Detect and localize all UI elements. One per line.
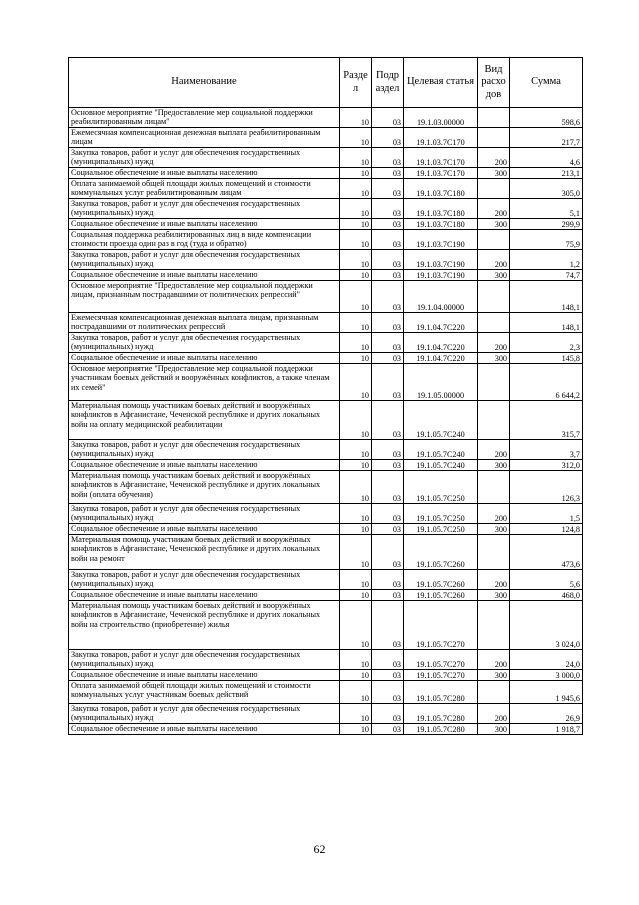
row-subsection-cell: 03 xyxy=(372,704,404,724)
table-row xyxy=(69,230,583,250)
row-amount-cell: 26,9 xyxy=(510,704,583,724)
row-name-cell: Закупка товаров, работ и услуг для обеспечения государственных (муниципальных) нужд xyxy=(69,333,340,353)
row-amount-cell: 3,7 xyxy=(510,440,583,460)
row-name-cell: Закупка товаров, работ и услуг для обеспечения государственных (муниципальных) нужд xyxy=(69,199,340,219)
row-section-cell: 10 xyxy=(340,230,372,250)
row-section-cell: 10 xyxy=(340,168,372,179)
row-article-cell: 19.1.03.7С170 xyxy=(404,148,478,168)
row-section-cell: 10 xyxy=(340,108,372,128)
row-amount-cell: 315,7 xyxy=(510,401,583,440)
row-section-cell: 10 xyxy=(340,199,372,219)
row-subsection-cell: 03 xyxy=(372,364,404,401)
row-subsection-cell: 03 xyxy=(372,353,404,364)
table-row xyxy=(69,704,583,724)
row-name-cell: Закупка товаров, работ и услуг для обеспечения государственных (муниципальных) нужд xyxy=(69,570,340,590)
row-name-cell: Закупка товаров, работ и услуг для обеспечения государственных (муниципальных) нужд xyxy=(69,250,340,270)
row-amount-cell: 4,6 xyxy=(510,148,583,168)
row-section-cell: 10 xyxy=(340,460,372,471)
row-name-cell: Закупка товаров, работ и услуг для обеспечения государственных (муниципальных) нужд xyxy=(69,704,340,724)
row-section-cell: 10 xyxy=(340,524,372,535)
row-section-cell: 10 xyxy=(340,704,372,724)
row-amount-cell: 5,6 xyxy=(510,570,583,590)
row-expense-type-cell: 200 xyxy=(478,199,510,219)
table-row xyxy=(69,333,583,353)
row-article-cell: 19.1.03.00000 xyxy=(404,108,478,128)
table-row xyxy=(69,524,583,535)
row-name-cell: Социальное обеспечение и иные выплаты населению xyxy=(69,219,340,230)
row-article-cell: 19.1.03.7С170 xyxy=(404,128,478,148)
row-amount-cell: 5,1 xyxy=(510,199,583,219)
table-row xyxy=(69,440,583,460)
row-name-cell: Материальная помощь участникам боевых действий и вооружённых конфликтов в Афганистане, Чеченской республике и других локальных войн на строительство (приобретение) жилья xyxy=(69,601,340,650)
row-section-cell: 10 xyxy=(340,504,372,524)
row-name-cell: Ежемесячная компенсационная денежная выплата лицам, признанным пострадавшими от политических репрессий xyxy=(69,313,340,333)
row-name-cell: Социальное обеспечение и иные выплаты населению xyxy=(69,460,340,471)
row-article-cell: 19.1.05.7С250 xyxy=(404,504,478,524)
row-article-cell: 19.1.05.7С270 xyxy=(404,670,478,681)
row-subsection-cell: 03 xyxy=(372,179,404,199)
row-amount-cell: 3 000,0 xyxy=(510,670,583,681)
row-subsection-cell: 03 xyxy=(372,601,404,650)
row-expense-type-cell xyxy=(478,281,510,313)
row-expense-type-cell: 300 xyxy=(478,724,510,735)
row-article-cell: 19.1.04.00000 xyxy=(404,281,478,313)
row-expense-type-cell xyxy=(478,364,510,401)
row-amount-cell: 148,1 xyxy=(510,281,583,313)
row-amount-cell: 312,0 xyxy=(510,460,583,471)
row-expense-type-cell: 200 xyxy=(478,504,510,524)
row-subsection-cell: 03 xyxy=(372,471,404,504)
row-subsection-cell: 03 xyxy=(372,670,404,681)
row-expense-type-cell: 200 xyxy=(478,440,510,460)
row-amount-cell: 1,2 xyxy=(510,250,583,270)
row-article-cell: 19.1.05.7С260 xyxy=(404,535,478,570)
row-expense-type-cell xyxy=(478,401,510,440)
row-amount-cell: 124,8 xyxy=(510,524,583,535)
row-expense-type-cell xyxy=(478,179,510,199)
row-name-cell: Социальное обеспечение и иные выплаты населению xyxy=(69,724,340,735)
row-expense-type-cell: 300 xyxy=(478,670,510,681)
table-row xyxy=(69,670,583,681)
row-section-cell: 10 xyxy=(340,333,372,353)
header-amount: Сумма xyxy=(510,58,583,108)
row-name-cell: Основное мероприятие "Предоставление мер социальной поддержки реабилитированным лицам" xyxy=(69,108,340,128)
table-row xyxy=(69,128,583,148)
row-expense-type-cell: 200 xyxy=(478,650,510,670)
budget-table xyxy=(68,57,583,735)
row-section-cell: 10 xyxy=(340,440,372,460)
row-article-cell: 19.1.03.7С180 xyxy=(404,199,478,219)
row-article-cell: 19.1.05.00000 xyxy=(404,364,478,401)
row-article-cell: 19.1.05.7С250 xyxy=(404,471,478,504)
row-section-cell: 10 xyxy=(340,401,372,440)
row-amount-cell: 299,9 xyxy=(510,219,583,230)
row-expense-type-cell: 300 xyxy=(478,460,510,471)
row-name-cell: Социальное обеспечение и иные выплаты населению xyxy=(69,590,340,601)
table-row xyxy=(69,219,583,230)
row-section-cell: 10 xyxy=(340,724,372,735)
row-subsection-cell: 03 xyxy=(372,460,404,471)
row-section-cell: 10 xyxy=(340,179,372,199)
row-article-cell: 19.1.03.7С190 xyxy=(404,250,478,270)
row-subsection-cell: 03 xyxy=(372,281,404,313)
row-article-cell: 19.1.03.7С180 xyxy=(404,179,478,199)
row-subsection-cell: 03 xyxy=(372,590,404,601)
table-row xyxy=(69,590,583,601)
row-name-cell: Закупка товаров, работ и услуг для обеспечения государственных (муниципальных) нужд xyxy=(69,650,340,670)
table-row xyxy=(69,681,583,704)
row-subsection-cell: 03 xyxy=(372,440,404,460)
row-name-cell: Основное мероприятие "Предоставление мер социальной поддержки лицам, признанным пострадавшими от политических репрессий" xyxy=(69,281,340,313)
row-article-cell: 19.1.05.7С280 xyxy=(404,681,478,704)
row-name-cell: Социальное обеспечение и иные выплаты населению xyxy=(69,270,340,281)
row-subsection-cell: 03 xyxy=(372,724,404,735)
row-subsection-cell: 03 xyxy=(372,108,404,128)
row-amount-cell: 24,0 xyxy=(510,650,583,670)
row-expense-type-cell: 200 xyxy=(478,148,510,168)
row-section-cell: 10 xyxy=(340,471,372,504)
table-row xyxy=(69,281,583,313)
row-article-cell: 19.1.05.7С260 xyxy=(404,590,478,601)
row-subsection-cell: 03 xyxy=(372,650,404,670)
table-row xyxy=(69,179,583,199)
row-name-cell: Закупка товаров, работ и услуг для обеспечения государственных (муниципальных) нужд xyxy=(69,504,340,524)
header-target-article: Целевая статья xyxy=(404,58,478,108)
row-name-cell: Материальная помощь участникам боевых действий и вооружённых конфликтов в Афганистане, Чеченской республике и других локальных войн на ремонт xyxy=(69,535,340,570)
row-subsection-cell: 03 xyxy=(372,250,404,270)
row-section-cell: 10 xyxy=(340,250,372,270)
table-row xyxy=(69,601,583,650)
row-subsection-cell: 03 xyxy=(372,504,404,524)
row-expense-type-cell xyxy=(478,108,510,128)
row-amount-cell: 1 945,6 xyxy=(510,681,583,704)
row-article-cell: 19.1.03.7С190 xyxy=(404,230,478,250)
row-article-cell: 19.1.05.7С240 xyxy=(404,401,478,440)
table-row xyxy=(69,353,583,364)
row-expense-type-cell: 200 xyxy=(478,250,510,270)
row-subsection-cell: 03 xyxy=(372,333,404,353)
row-name-cell: Социальное обеспечение и иные выплаты населению xyxy=(69,670,340,681)
row-section-cell: 10 xyxy=(340,353,372,364)
table-row xyxy=(69,471,583,504)
row-subsection-cell: 03 xyxy=(372,313,404,333)
header-name: Наименование xyxy=(69,58,340,108)
row-expense-type-cell: 300 xyxy=(478,353,510,364)
row-subsection-cell: 03 xyxy=(372,219,404,230)
row-amount-cell: 473,6 xyxy=(510,535,583,570)
table-row xyxy=(69,401,583,440)
row-expense-type-cell xyxy=(478,471,510,504)
row-amount-cell: 74,7 xyxy=(510,270,583,281)
row-article-cell: 19.1.04.7С220 xyxy=(404,353,478,364)
row-amount-cell: 2,3 xyxy=(510,333,583,353)
row-article-cell: 19.1.05.7С280 xyxy=(404,704,478,724)
row-expense-type-cell xyxy=(478,535,510,570)
row-name-cell: Материальная помощь участникам боевых действий и вооружённых конфликтов в Афганистане, Чеченской республике и других локальных войн (оплата обучения) xyxy=(69,471,340,504)
row-expense-type-cell xyxy=(478,681,510,704)
row-expense-type-cell: 300 xyxy=(478,219,510,230)
table-row xyxy=(69,650,583,670)
row-section-cell: 10 xyxy=(340,650,372,670)
row-subsection-cell: 03 xyxy=(372,148,404,168)
row-article-cell: 19.1.05.7С260 xyxy=(404,570,478,590)
row-amount-cell: 213,1 xyxy=(510,168,583,179)
row-section-cell: 10 xyxy=(340,601,372,650)
page-number: 62 xyxy=(313,842,326,856)
row-subsection-cell: 03 xyxy=(372,270,404,281)
row-section-cell: 10 xyxy=(340,219,372,230)
table-row xyxy=(69,570,583,590)
table-row xyxy=(69,250,583,270)
row-expense-type-cell xyxy=(478,601,510,650)
row-name-cell: Социальное обеспечение и иные выплаты населению xyxy=(69,353,340,364)
row-article-cell: 19.1.05.7С240 xyxy=(404,440,478,460)
row-article-cell: 19.1.04.7С220 xyxy=(404,333,478,353)
row-amount-cell: 305,0 xyxy=(510,179,583,199)
table-row xyxy=(69,313,583,333)
table-row xyxy=(69,270,583,281)
table-row xyxy=(69,108,583,128)
row-subsection-cell: 03 xyxy=(372,524,404,535)
row-section-cell: 10 xyxy=(340,570,372,590)
row-section-cell: 10 xyxy=(340,590,372,601)
row-name-cell: Материальная помощь участникам боевых действий и вооружённых конфликтов в Афганистане, Чеченской республике и других локальных войн на оплату медицинской реабилитации xyxy=(69,401,340,440)
table-row xyxy=(69,364,583,401)
row-subsection-cell: 03 xyxy=(372,401,404,440)
row-section-cell: 10 xyxy=(340,535,372,570)
row-expense-type-cell: 300 xyxy=(478,524,510,535)
row-expense-type-cell: 300 xyxy=(478,168,510,179)
row-expense-type-cell: 200 xyxy=(478,570,510,590)
row-section-cell: 10 xyxy=(340,270,372,281)
row-subsection-cell: 03 xyxy=(372,230,404,250)
row-expense-type-cell: 200 xyxy=(478,333,510,353)
table-header-row xyxy=(69,58,583,108)
row-subsection-cell: 03 xyxy=(372,168,404,179)
row-expense-type-cell: 300 xyxy=(478,270,510,281)
row-subsection-cell: 03 xyxy=(372,681,404,704)
row-name-cell: Закупка товаров, работ и услуг для обеспечения государственных (муниципальных) нужд xyxy=(69,148,340,168)
row-subsection-cell: 03 xyxy=(372,535,404,570)
row-subsection-cell: 03 xyxy=(372,570,404,590)
row-name-cell: Закупка товаров, работ и услуг для обеспечения государственных (муниципальных) нужд xyxy=(69,440,340,460)
table-row xyxy=(69,199,583,219)
row-article-cell: 19.1.04.7С220 xyxy=(404,313,478,333)
row-name-cell: Ежемесячная компенсационная денежная выплата реабилитированным лицам xyxy=(69,128,340,148)
row-amount-cell: 145,8 xyxy=(510,353,583,364)
row-name-cell: Социальное обеспечение и иные выплаты населению xyxy=(69,168,340,179)
table-row xyxy=(69,148,583,168)
row-amount-cell: 75,9 xyxy=(510,230,583,250)
row-article-cell: 19.1.03.7С190 xyxy=(404,270,478,281)
row-name-cell: Оплата занимаемой общей площади жилых помещений и стоимости коммунальных услуг участникам боевых действий xyxy=(69,681,340,704)
row-name-cell: Оплата занимаемой общей площади жилых помещений и стоимости коммунальных услуг реабилитированным лицам xyxy=(69,179,340,199)
row-amount-cell: 148,1 xyxy=(510,313,583,333)
table-row xyxy=(69,724,583,735)
row-section-cell: 10 xyxy=(340,364,372,401)
table-body xyxy=(69,108,583,735)
row-expense-type-cell xyxy=(478,230,510,250)
row-article-cell: 19.1.05.7С270 xyxy=(404,601,478,650)
row-subsection-cell: 03 xyxy=(372,199,404,219)
row-section-cell: 10 xyxy=(340,313,372,333)
table-row xyxy=(69,460,583,471)
row-article-cell: 19.1.05.7С240 xyxy=(404,460,478,471)
row-section-cell: 10 xyxy=(340,128,372,148)
row-article-cell: 19.1.05.7С280 xyxy=(404,724,478,735)
row-amount-cell: 598,6 xyxy=(510,108,583,128)
row-section-cell: 10 xyxy=(340,670,372,681)
row-name-cell: Основное мероприятие "Предоставление мер социальной поддержки участникам боевых действий и вооружённых конфликтов, а также членам их семей" xyxy=(69,364,340,401)
header-section: Разде л xyxy=(340,58,372,108)
row-section-cell: 10 xyxy=(340,281,372,313)
header-subsection: Подр аздел xyxy=(372,58,404,108)
row-amount-cell: 1,5 xyxy=(510,504,583,524)
row-article-cell: 19.1.05.7С250 xyxy=(404,524,478,535)
row-amount-cell: 126,3 xyxy=(510,471,583,504)
row-expense-type-cell xyxy=(478,128,510,148)
table-row xyxy=(69,168,583,179)
row-amount-cell: 217,7 xyxy=(510,128,583,148)
row-amount-cell: 468,0 xyxy=(510,590,583,601)
row-amount-cell: 3 024,0 xyxy=(510,601,583,650)
row-article-cell: 19.1.03.7С170 xyxy=(404,168,478,179)
row-name-cell: Социальная поддержка реабилитированных лиц в виде компенсации стоимости проезда один раз в год (туда и обратно) xyxy=(69,230,340,250)
row-subsection-cell: 03 xyxy=(372,128,404,148)
row-name-cell: Социальное обеспечение и иные выплаты населению xyxy=(69,524,340,535)
table-row xyxy=(69,504,583,524)
row-article-cell: 19.1.05.7С270 xyxy=(404,650,478,670)
row-expense-type-cell xyxy=(478,313,510,333)
row-expense-type-cell: 200 xyxy=(478,704,510,724)
header-expense-type: Вид расхо дов xyxy=(478,58,510,108)
row-article-cell: 19.1.03.7С180 xyxy=(404,219,478,230)
table-row xyxy=(69,535,583,570)
row-expense-type-cell: 300 xyxy=(478,590,510,601)
row-section-cell: 10 xyxy=(340,148,372,168)
row-section-cell: 10 xyxy=(340,681,372,704)
row-amount-cell: 1 918,7 xyxy=(510,724,583,735)
row-amount-cell: 6 644,2 xyxy=(510,364,583,401)
